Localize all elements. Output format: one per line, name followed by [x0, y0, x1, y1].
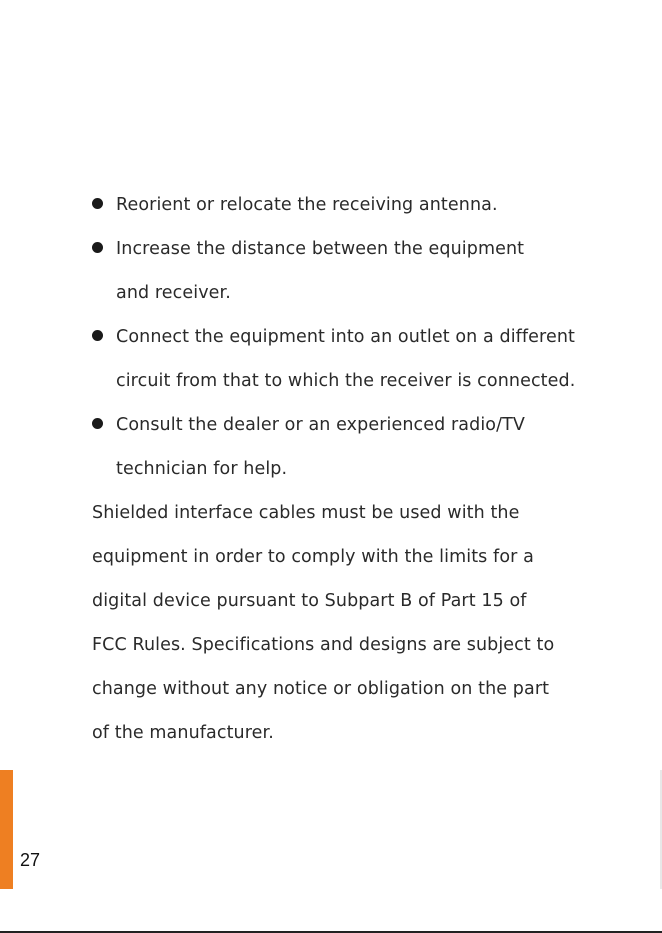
bullet-marker — [92, 198, 103, 209]
bullet-text: circuit from that to which the receiver is connected. — [116, 371, 576, 391]
bullet-text: Consult the dealer or an experienced radio/TV — [116, 415, 525, 435]
page-edge-accent-bar — [0, 770, 13, 889]
bullet-text: and receiver. — [116, 283, 231, 303]
paragraph-line: digital device pursuant to Subpart B of Part 15 of — [92, 591, 527, 611]
paragraph-line: equipment in order to comply with the limits for a — [92, 547, 534, 567]
paragraph-line: Shielded interface cables must be used with the — [92, 503, 520, 523]
bullet-marker — [92, 330, 103, 341]
bullet-marker — [92, 242, 103, 253]
paragraph-line: change without any notice or obligation on the part — [92, 679, 550, 699]
bullet-text: Reorient or relocate the receiving antenna. — [116, 195, 498, 215]
paragraph-line: FCC Rules. Specifications and designs are subject to — [92, 635, 555, 655]
page-number: 27 — [20, 850, 41, 870]
bullet-text: Increase the distance between the equipment — [116, 239, 525, 259]
bullet-text: technician for help. — [116, 459, 288, 479]
paragraph-line: of the manufacturer. — [92, 723, 274, 743]
bullet-marker — [92, 418, 103, 429]
bullet-text: Connect the equipment into an outlet on a different — [116, 327, 575, 347]
